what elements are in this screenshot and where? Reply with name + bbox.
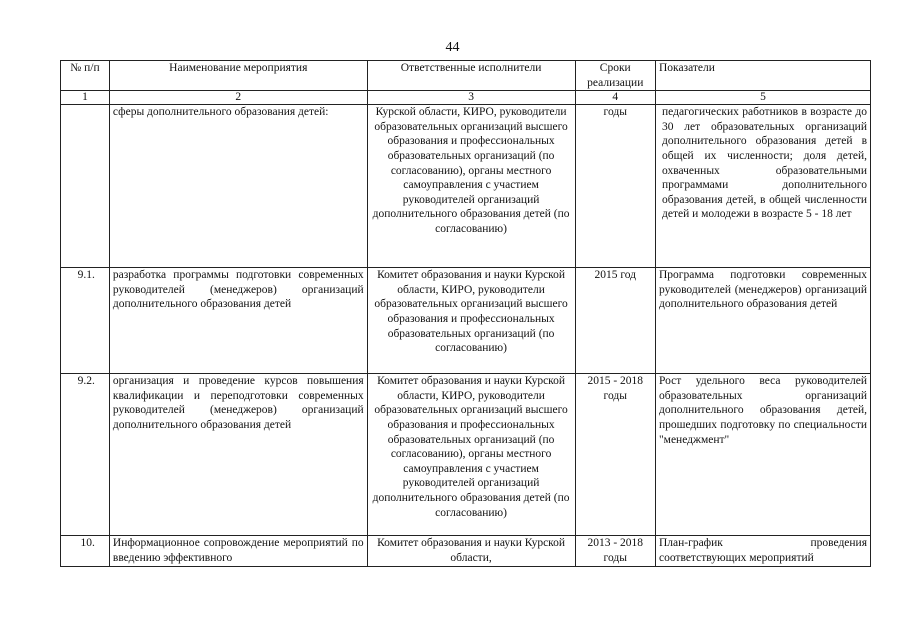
row-number: 9.2.	[61, 374, 110, 536]
index-cell: 4	[575, 91, 655, 105]
index-cell: 1	[61, 91, 110, 105]
row-indicators: педагогических работников в возрасте до 30 лет образовательных организаций дополнительного образования детей в общей их численности; доля детей, охваченных образовательными программами дополнительного образования детей, в общей численности детей и молодежи в возрасте 5 - 18 лет	[655, 105, 870, 268]
index-cell: 5	[655, 91, 870, 105]
table-row	[61, 268, 871, 374]
row-terms: годы	[575, 105, 655, 268]
row-number	[61, 105, 110, 268]
table-row	[61, 536, 871, 567]
column-index-row	[61, 91, 871, 105]
row-responsible: Курской области, КИРО, руководители образовательных организаций высшего образования и профессиональных образовательных организаций (по согласованию), органы местного самоуправления с участием руководителей организаций дополнительного образования детей (по согласованию)	[367, 105, 575, 268]
row-name: Информационное сопровождение мероприятий по введению эффективного	[109, 536, 367, 567]
row-indicators: Программа подготовки современных руководителей (менеджеров) организаций дополнительного образования детей	[655, 268, 870, 374]
row-indicators: План-график проведения соответствующих мероприятий	[655, 536, 870, 567]
index-cell: 3	[367, 91, 575, 105]
row-responsible: Комитет образования и науки Курской области,	[367, 536, 575, 567]
row-name: сферы дополнительного образования детей:	[109, 105, 367, 268]
table-row	[61, 374, 871, 536]
activities-table	[60, 60, 871, 567]
row-name: разработка программы подготовки современных руководителей (менеджеров) организаций дополнительного образования детей	[109, 268, 367, 374]
row-responsible: Комитет образования и науки Курской области, КИРО, руководители образовательных организаций высшего образования и профессиональных образовательных организаций (по согласованию)	[367, 268, 575, 374]
header-num: № п/п	[61, 61, 110, 91]
row-name: организация и проведение курсов повышения квалификации и переподготовки современных руководителей (менеджеров) организаций дополнительного образования детей	[109, 374, 367, 536]
row-terms: 2013 - 2018 годы	[575, 536, 655, 567]
row-terms: 2015 год	[575, 268, 655, 374]
row-indicators: Рост удельного веса руководителей образовательных организаций дополнительного образования детей, прошедших подготовку по специальности "менеджмент"	[655, 374, 870, 536]
row-number: 10.	[61, 536, 110, 567]
row-responsible: Комитет образования и науки Курской области, КИРО, руководители образовательных организаций высшего образования и профессиональных образовательных организаций (по согласованию), органы местного самоуправления с участием руководителей организаций дополнительного образования детей (по согласованию)	[367, 374, 575, 536]
table-header-row	[61, 61, 871, 91]
page-number: 44	[445, 40, 460, 55]
index-cell: 2	[109, 91, 367, 105]
row-terms: 2015 - 2018 годы	[575, 374, 655, 536]
header-terms: Сроки реализации	[575, 61, 655, 91]
header-name: Наименование мероприятия	[109, 61, 367, 91]
row-number: 9.1.	[61, 268, 110, 374]
header-indicators: Показатели	[655, 61, 870, 91]
header-responsible: Ответственные исполнители	[367, 61, 575, 91]
table-row	[61, 105, 871, 268]
